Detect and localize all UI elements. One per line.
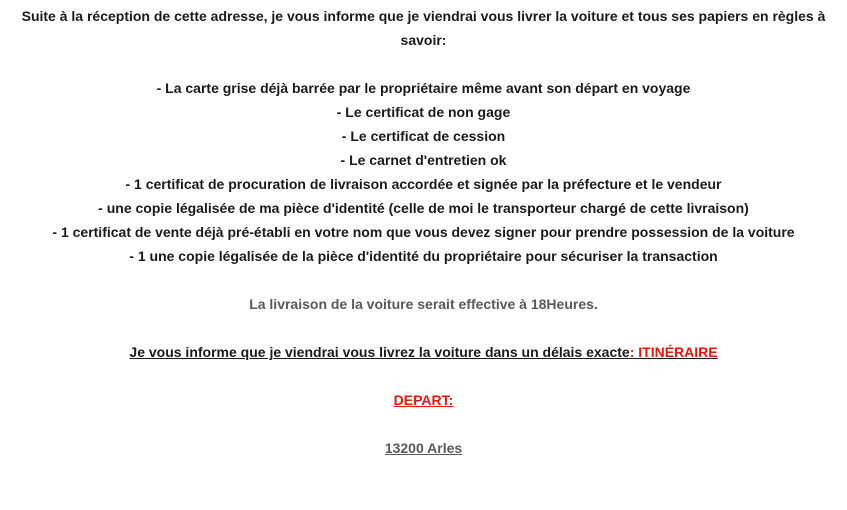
list-item: - Le carnet d'entretien ok (340, 152, 507, 168)
spacer (6, 412, 841, 436)
spacer (6, 316, 841, 340)
itinerary-line (6, 340, 841, 364)
itinerary-label: : ITINÉRAIRE (629, 344, 718, 360)
spacer (6, 268, 841, 292)
intro-paragraph: Suite à la réception de cette adresse, je vous informe que je viendrai vous livrer la voiture et tous ses papiers en règles à savoir: (21, 8, 826, 48)
list-item: - La carte grise déjà barrée par le propriétaire même avant son départ en voyage (156, 80, 691, 96)
list-item: - Le certificat de cession (341, 128, 506, 144)
delivery-time-text: La livraison de la voiture serait effective à 18Heures. (249, 296, 598, 312)
list-item: - 1 certificat de procuration de livraison accordée et signée par la préfecture et le vendeur (125, 176, 722, 192)
spacer (6, 52, 841, 76)
itinerary-text: Je vous informe que je viendrai vous livrez la voiture dans un délais exacte (129, 344, 630, 360)
list-item: - Le certificat de non gage (336, 104, 511, 120)
depart-city: 13200 Arles (384, 440, 463, 456)
spacer (6, 364, 841, 388)
list-item: - une copie légalisée de ma pièce d'identité (celle de moi le transporteur chargé de cette livraison) (98, 200, 749, 216)
depart-label: DEPART: (393, 392, 454, 408)
list-item: - 1 certificat de vente déjà pré-établi en votre nom que vous devez signer pour prendre possession de la voiture (52, 224, 795, 240)
document-list (6, 76, 841, 268)
list-item: - 1 une copie légalisée de la pièce d'identité du propriétaire pour sécuriser la transaction (129, 248, 718, 264)
